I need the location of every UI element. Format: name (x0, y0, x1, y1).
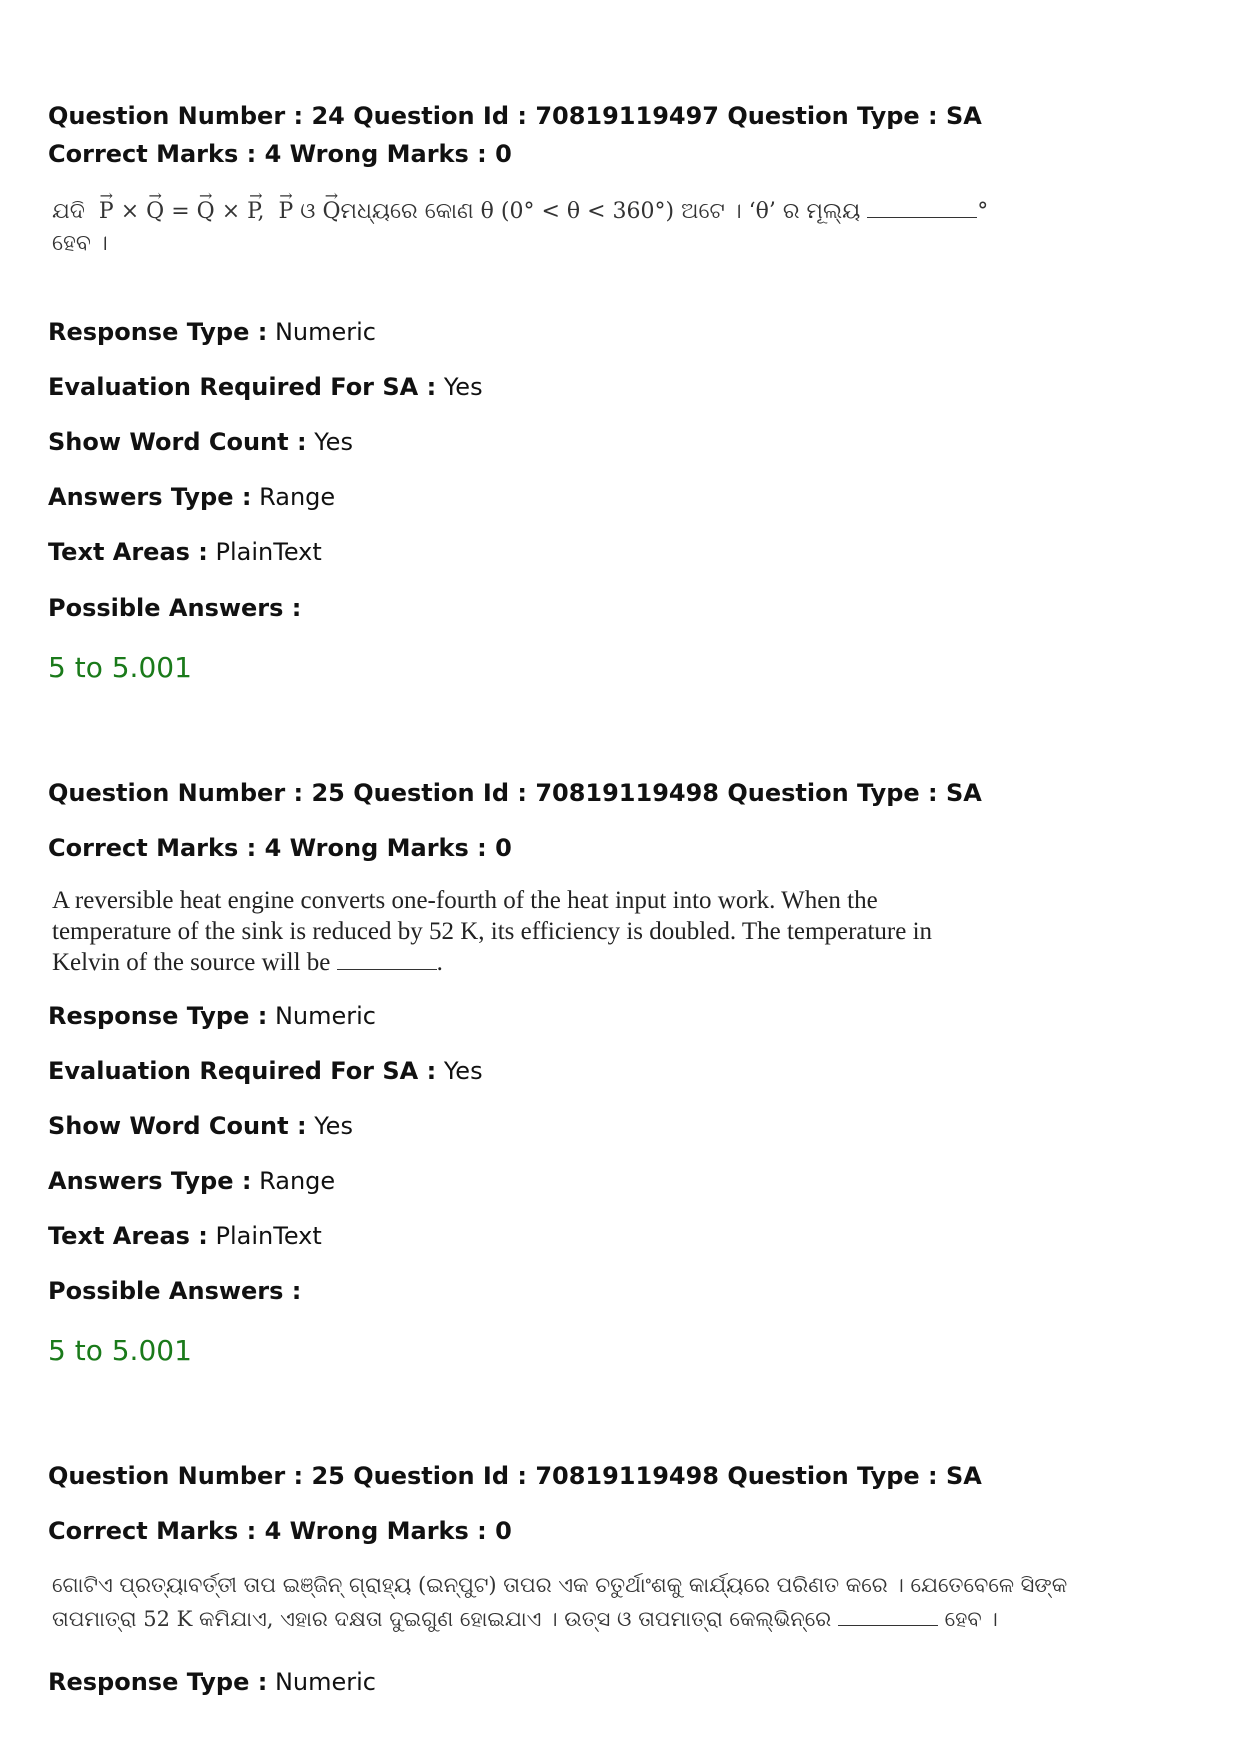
question-text (52, 196, 988, 260)
answers-type: Answers Type : Range (48, 1167, 336, 1195)
marks-line: Correct Marks : 4 Wrong Marks : 0 (48, 834, 512, 862)
odia-text: ହେବ । (52, 231, 108, 256)
odia-text: ଓ (300, 199, 316, 224)
times-symbol: × (221, 199, 241, 224)
possible-answer-value: 5 to 5.001 (48, 651, 192, 684)
equals-symbol: = (171, 199, 190, 224)
response-type: Response Type : Numeric (48, 1668, 376, 1696)
degree-symbol: ° (977, 199, 989, 224)
vector-p: → P, (247, 196, 264, 228)
question-header: Question Number : 24 Question Id : 70819119497 Question Type : SA (48, 102, 982, 130)
possible-answer-value: 5 to 5.001 (48, 1334, 192, 1367)
question-text-line: A reversible heat engine converts one-fourth of the heat input into work. When the (52, 887, 878, 914)
question-text-line: Kelvin of the source will be . (52, 949, 443, 976)
possible-answers-label: Possible Answers : (48, 594, 302, 622)
vector-p: → P (99, 196, 114, 228)
times-symbol: × (120, 199, 140, 224)
answer-blank (337, 951, 437, 970)
evaluation-required: Evaluation Required For SA : Yes (48, 1057, 483, 1085)
answer-blank (838, 1607, 938, 1626)
odia-text: ଯଦି (52, 199, 85, 224)
question-header: Question Number : 25 Question Id : 70819119498 Question Type : SA (48, 779, 982, 807)
response-type: Response Type : Numeric (48, 1002, 376, 1030)
vector-p: → P (278, 196, 293, 228)
text-areas: Text Areas : PlainText (48, 1222, 322, 1250)
vector-q: → Q (322, 196, 340, 228)
marks-line: Correct Marks : 4 Wrong Marks : 0 (48, 1517, 512, 1545)
response-type: Response Type : Numeric (48, 318, 376, 346)
answer-blank (867, 201, 977, 218)
show-word-count: Show Word Count : Yes (48, 1112, 353, 1140)
odia-text: ମଧ୍ୟରେ କୋଣ θ (0° < θ < 360°) ଅଟେ । ‘θ’ ର ମୂଲ୍ୟ (340, 199, 861, 224)
question-header: Question Number : 25 Question Id : 70819119498 Question Type : SA (48, 1462, 982, 1490)
question-text-line: ତାପମାତ୍ରା 52 K କମିଯାଏ, ଏହାର ଦକ୍ଷତା ଦୁଇଗୁଣ ହୋଇଯାଏ । ଉତ୍ସ ଓ ତାପମାତ୍ରା କେଲ୍‌ଭିନ୍‌ରେ ହେବ । (52, 1607, 998, 1631)
possible-answers-label: Possible Answers : (48, 1277, 302, 1305)
text-areas: Text Areas : PlainText (48, 538, 322, 566)
vector-q: → Q (146, 196, 164, 228)
answers-type: Answers Type : Range (48, 483, 336, 511)
question-text-line: temperature of the sink is reduced by 52 K, its efficiency is doubled. The temperature in (52, 918, 933, 945)
evaluation-required: Evaluation Required For SA : Yes (48, 373, 483, 401)
question-text-line: ଗୋଟିଏ ପ୍ରତ୍ୟାବର୍ତ୍ତୀ ତାପ ଇଞ୍ଜିନ୍ ଗ୍ରାହ୍ୟ (ଇନ୍‌ପୁଟ) ତାପର ଏକ ଚତୁର୍ଥାଂଶକୁ କାର୍ଯ୍ୟରେ ପରିଣତ କରେ । ଯେତେବେଳେ ସିଙ୍କ (52, 1573, 1068, 1597)
question-text (52, 885, 932, 978)
show-word-count: Show Word Count : Yes (48, 428, 353, 456)
marks-line: Correct Marks : 4 Wrong Marks : 0 (48, 140, 512, 168)
question-text (52, 1568, 1067, 1636)
vector-q: → Q (197, 196, 215, 228)
